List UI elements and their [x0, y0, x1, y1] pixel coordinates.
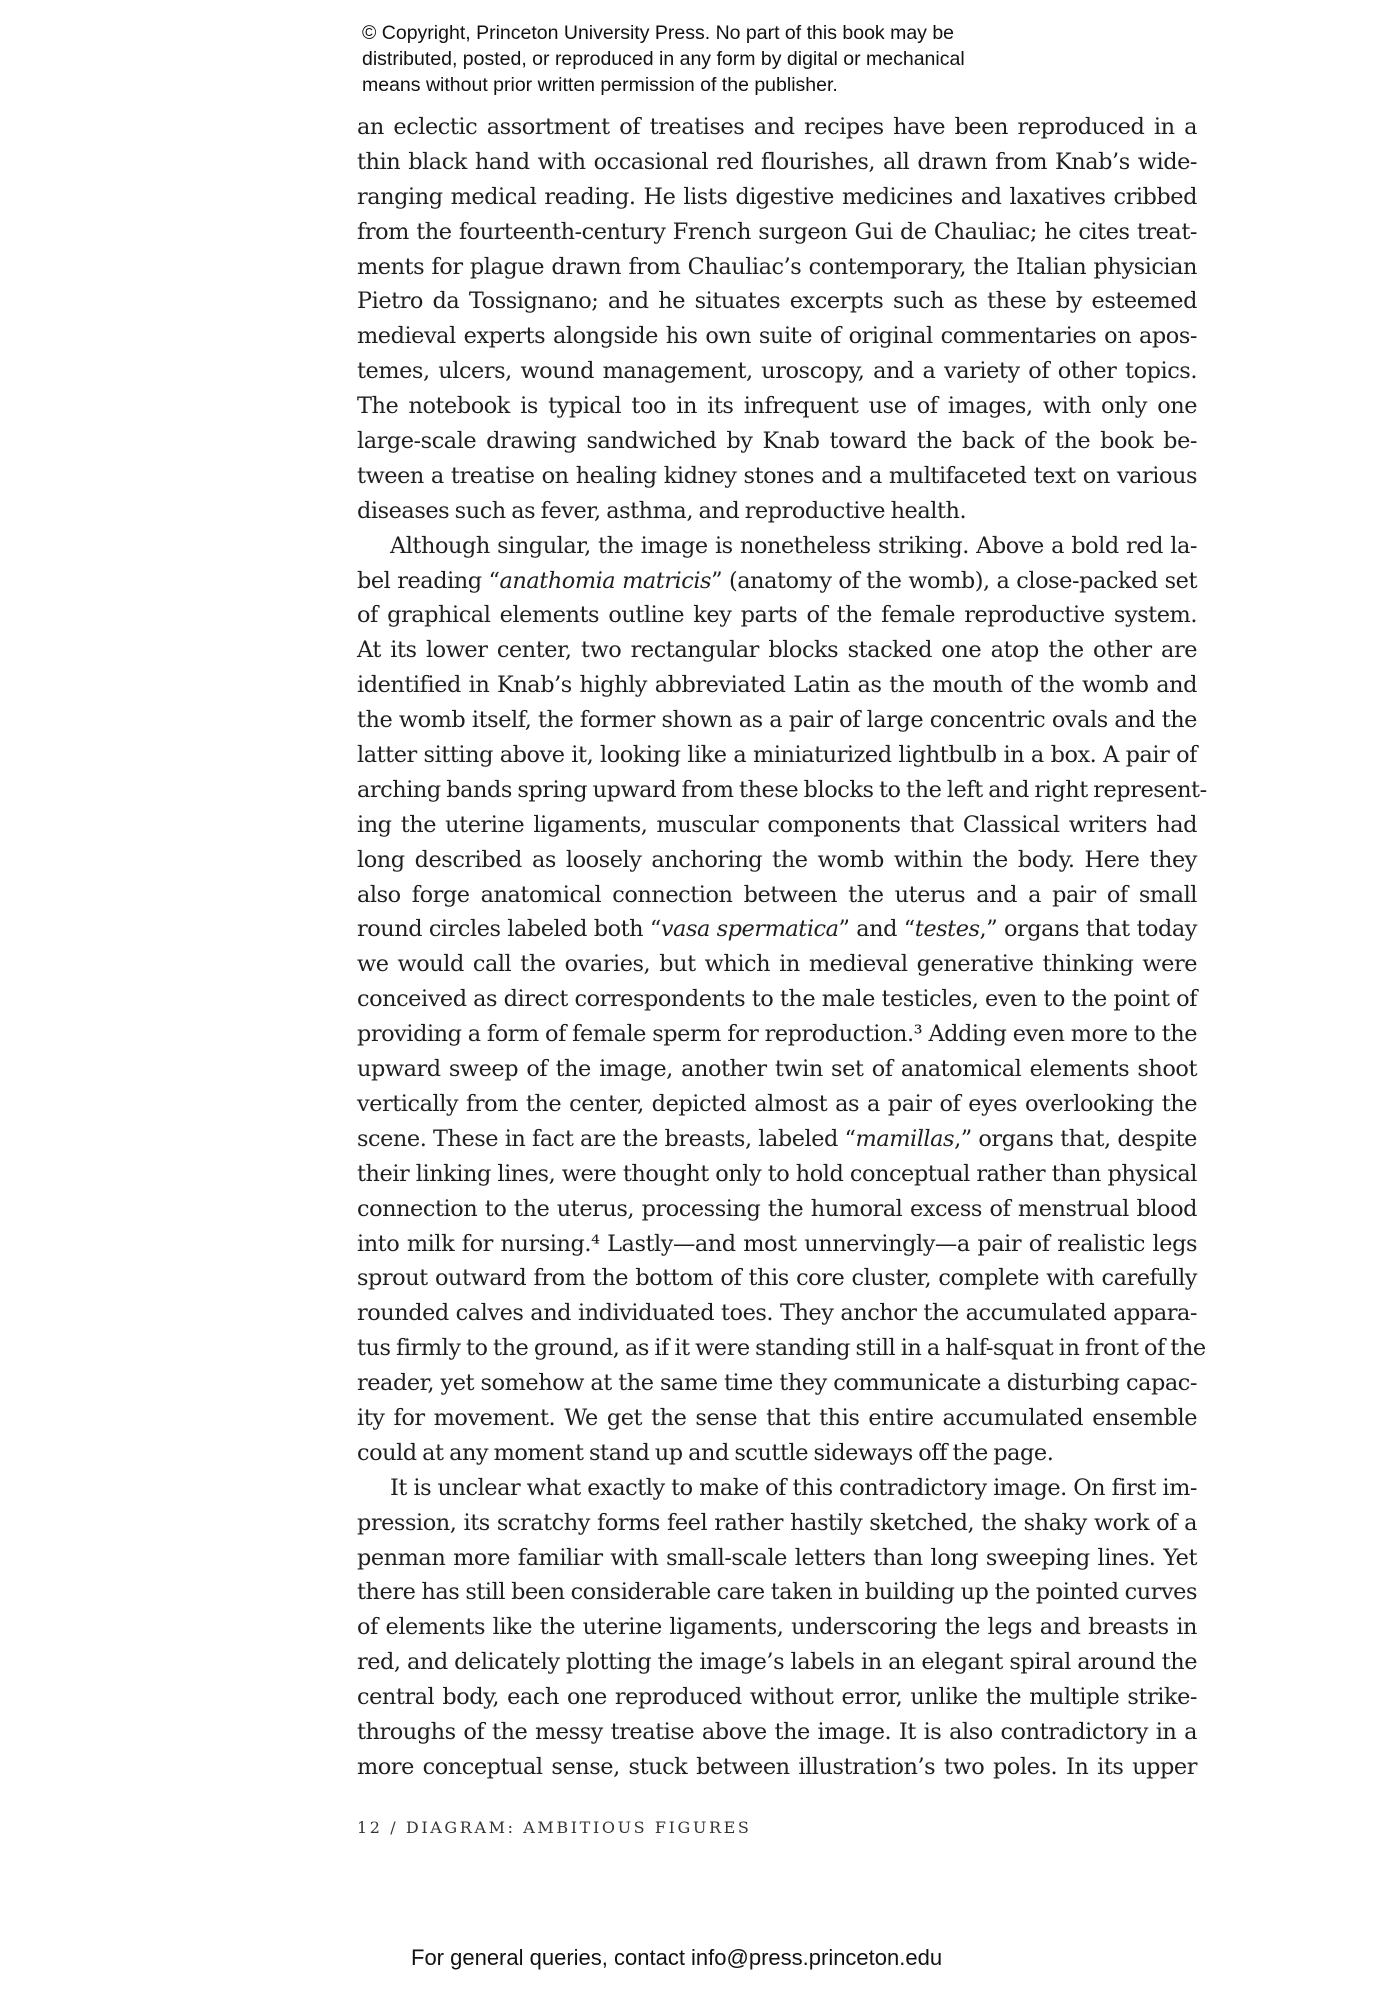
text-line: sprout outward from the bottom of this core cluster, complete with carefully: [357, 1265, 1197, 1292]
text-line: connection to the uterus, processing the humoral excess of menstrual blood: [357, 1195, 1197, 1222]
copyright-line: distributed, posted, or reproduced in any form by digital or mechanical: [362, 48, 965, 70]
text-line: thin black hand with occasional red flourishes, all drawn from Knab’s wide-: [357, 148, 1197, 175]
text-line: throughs of the messy treatise above the image. It is also contradictory in a: [357, 1718, 1197, 1745]
text-line: latter sitting above it, looking like a miniaturized lightbulb in a box. A pair of: [357, 742, 1197, 769]
text-line: bel reading “anathomia matricis” (anatomy of the womb), a close-packed set: [357, 567, 1197, 594]
text-line: diseases such as fever, asthma, and reproductive health.: [357, 497, 967, 524]
contact-footer: For general queries, contact info@press.princeton.edu: [411, 1945, 943, 1970]
text-line: reader, yet somehow at the same time they communicate a disturbing capac-: [357, 1370, 1197, 1397]
text-line: of elements like the uterine ligaments, underscoring the legs and breasts in: [357, 1614, 1197, 1641]
body-text: [357, 110, 1207, 1785]
text-line: long described as loosely anchoring the womb within the body. Here they: [357, 846, 1197, 873]
text-line: central body, each one reproduced without error, unlike the multiple strike-: [357, 1684, 1197, 1711]
italic-term: anathomia matricis: [499, 567, 712, 594]
text-line: we would call the ovaries, but which in medieval generative thinking were: [357, 951, 1197, 978]
italic-term: vasa spermatica: [660, 916, 839, 943]
text-line: red, and delicately plotting the image’s labels in an elegant spiral around the: [357, 1649, 1197, 1676]
text-line: could at any moment stand up and scuttle sideways off the page.: [357, 1439, 1054, 1466]
text-line: identified in Knab’s highly abbreviated Latin as the mouth of the womb and: [357, 672, 1197, 699]
text-line: there has still been considerable care taken in building up the pointed curves: [357, 1579, 1197, 1606]
copyright-line: © Copyright, Princeton University Press. No part of this book may be: [362, 22, 955, 44]
text-line: conceived as direct correspondents to the male testicles, even to the point of: [357, 986, 1197, 1013]
text-line: At its lower center, two rectangular blocks stacked one atop the other are: [357, 637, 1197, 664]
text-line: providing a form of female sperm for reproduction.³ Adding even more to the: [357, 1021, 1197, 1048]
text-line: the womb itself, the former shown as a pair of large concentric ovals and the: [357, 707, 1197, 734]
text-line: ments for plague drawn from Chauliac’s contemporary, the Italian physician: [357, 253, 1197, 280]
text-line: tween a treatise on healing kidney stones and a multifaceted text on various: [357, 462, 1197, 489]
text-line: from the fourteenth-century French surgeon Gui de Chauliac; he cites treat-: [357, 218, 1197, 245]
text-line: large-scale drawing sandwiched by Knab toward the back of the book be-: [357, 428, 1197, 455]
text-line: scene. These in fact are the breasts, labeled “mamillas,” organs that, despite: [357, 1125, 1197, 1152]
text-line: The notebook is typical too in its infrequent use of images, with only one: [357, 393, 1197, 420]
text-line: temes, ulcers, wound management, uroscopy, and a variety of other topics.: [357, 358, 1197, 385]
text-line: ing the uterine ligaments, muscular components that Classical writers had: [357, 811, 1197, 838]
copyright-line: means without prior written permission of the publisher.: [362, 74, 838, 96]
text-line: Although singular, the image is nonetheless striking. Above a bold red la-: [390, 532, 1197, 559]
text-line: It is unclear what exactly to make of this contradictory image. On first im-: [390, 1474, 1197, 1501]
text-line: round circles labeled both “vasa spermatica” and “testes,” organs that today: [357, 916, 1198, 943]
text-line: of graphical elements outline key parts of the female reproductive system.: [357, 602, 1197, 629]
text-line: their linking lines, were thought only to hold conceptual rather than physical: [357, 1160, 1197, 1187]
text-line: ity for movement. We get the sense that this entire accumulated ensemble: [357, 1404, 1197, 1431]
text-line: upward sweep of the image, another twin set of anatomical elements shoot: [357, 1056, 1197, 1083]
copyright-notice: [362, 20, 1082, 98]
text-line: into milk for nursing.⁴ Lastly—and most unnervingly—a pair of realistic legs: [357, 1230, 1197, 1257]
text-line: more conceptual sense, stuck between illustration’s two poles. In its upper: [357, 1753, 1197, 1780]
text-line: vertically from the center, depicted almost as a pair of eyes overlooking the: [357, 1090, 1197, 1117]
text-line: arching bands spring upward from these blocks to the left and right represent-: [357, 776, 1207, 803]
text-line: also forge anatomical connection between the uterus and a pair of small: [357, 881, 1197, 908]
text-line: an eclectic assortment of treatises and recipes have been reproduced in a: [357, 114, 1197, 140]
text-line: pression, its scratchy forms feel rather hastily sketched, the shaky work of a: [357, 1509, 1197, 1536]
text-line: tus firmly to the ground, as if it were standing still in a half-squat in front of the: [357, 1335, 1206, 1362]
page-folio: 12 / DIAGRAM: AMBITIOUS FIGURES: [357, 1818, 752, 1837]
italic-term: testes: [914, 916, 980, 943]
text-line: medieval experts alongside his own suite of original commentaries on apos-: [357, 323, 1197, 350]
italic-term: mamillas: [855, 1125, 955, 1152]
text-line: penman more familiar with small-scale letters than long sweeping lines. Yet: [357, 1544, 1197, 1571]
text-line: ranging medical reading. He lists digestive medicines and laxatives cribbed: [357, 183, 1197, 210]
text-line: rounded calves and individuated toes. They anchor the accumulated appara-: [357, 1300, 1197, 1327]
text-line: Pietro da Tossignano; and he situates excerpts such as these by esteemed: [357, 288, 1197, 315]
